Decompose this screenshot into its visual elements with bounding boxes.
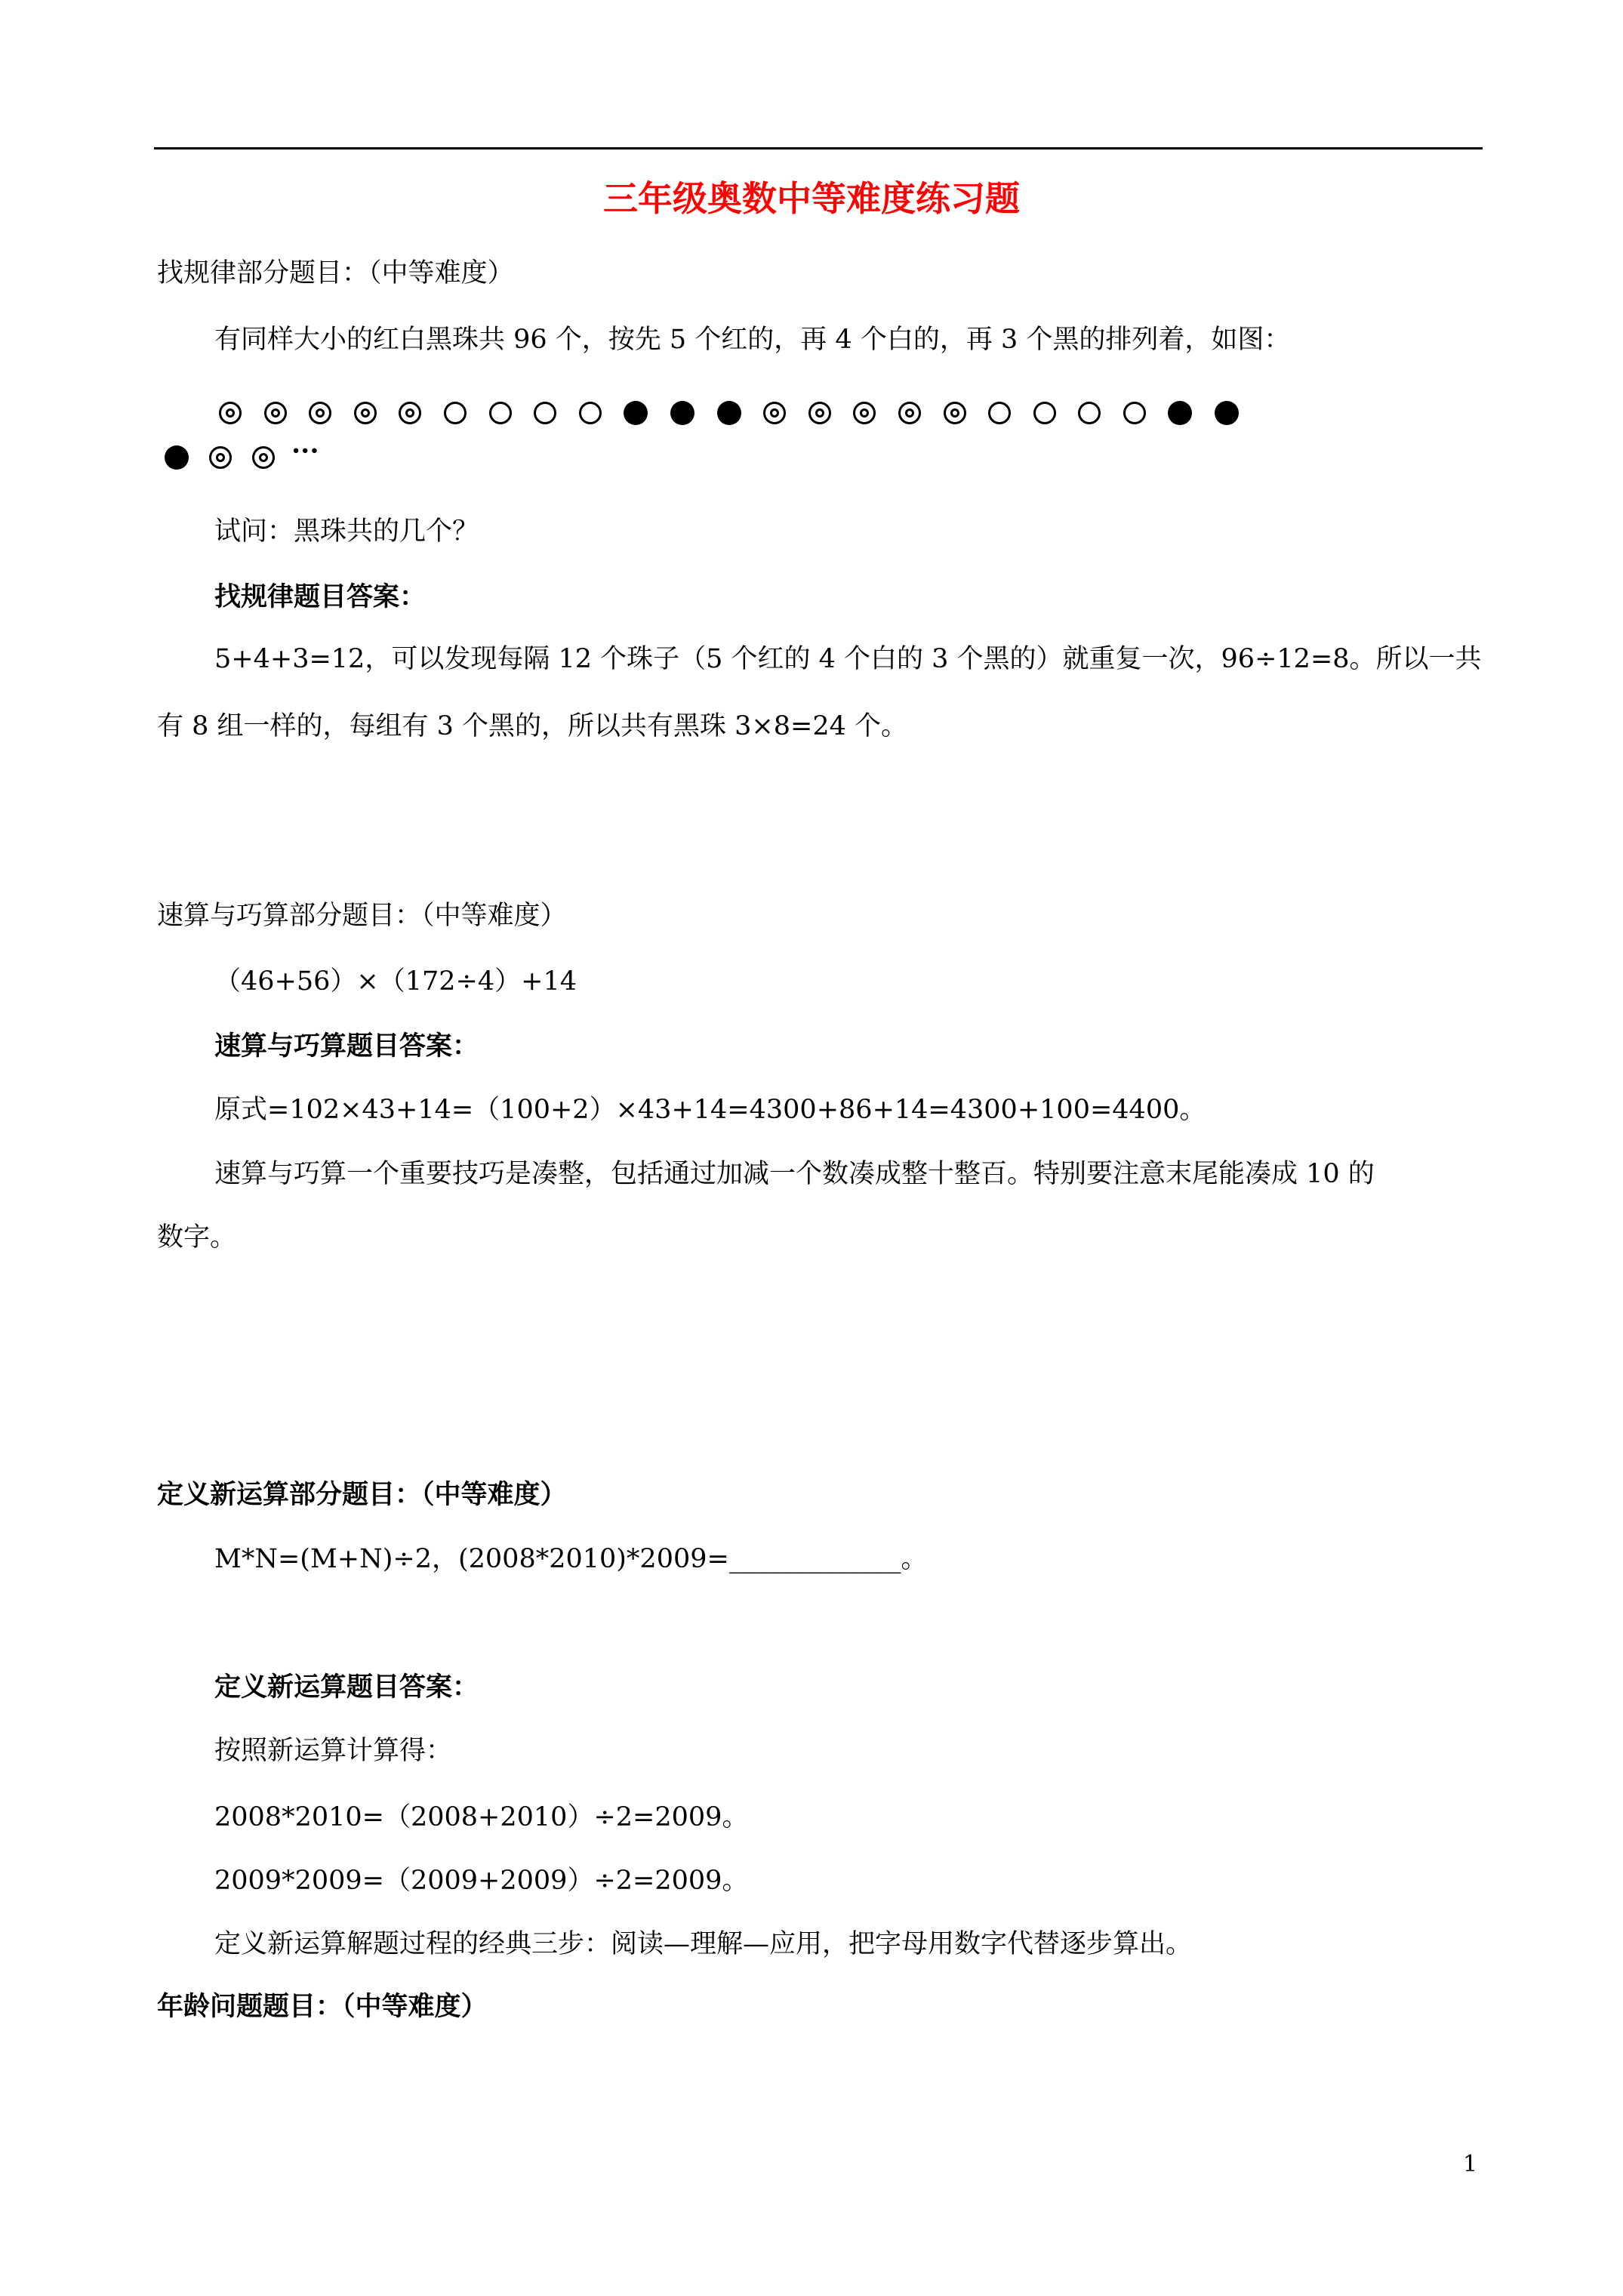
red-bead-icon bbox=[264, 402, 287, 424]
quick-calc-answer-line-1: 原式=102×43+14=（100+2）×43+14=4300+86+14=4300+100=4400。 bbox=[214, 1095, 1206, 1125]
red-bead-icon bbox=[354, 402, 377, 424]
white-bead-icon bbox=[1078, 402, 1101, 424]
red-bead-icon bbox=[898, 402, 921, 424]
bead-sequence-row-1 bbox=[219, 398, 1239, 428]
new-operation-answer-line-3: 2009*2009=（2009+2009）÷2=2009。 bbox=[214, 1866, 749, 1896]
new-operation-answer-line-2: 2008*2010=（2008+2010）÷2=2009。 bbox=[214, 1802, 749, 1832]
new-operation-question: M*N=(M+N)÷2，(2008*2010)*2009=_____________。 bbox=[214, 1544, 928, 1574]
bead-sequence-row-2 bbox=[165, 436, 319, 473]
page-title: 三年级奥数中等难度练习题 bbox=[603, 178, 1020, 219]
pattern-answer-line-1: 5+4+3=12，可以发现每隔 12 个珠子（5 个红的 4 个白的 3 个黑的）就重复一次，96÷12=8。所以一共 bbox=[214, 644, 1482, 674]
red-bead-icon bbox=[853, 402, 876, 424]
red-bead-icon bbox=[763, 402, 786, 424]
header-rule bbox=[154, 147, 1483, 149]
section-heading-pattern: 找规律部分题目：（中等难度） bbox=[157, 258, 514, 288]
red-bead-icon bbox=[309, 402, 331, 424]
red-bead-icon bbox=[252, 446, 275, 469]
black-bead-icon bbox=[1215, 401, 1239, 425]
red-bead-icon bbox=[399, 402, 421, 424]
pattern-ask: 试问：黑珠共的几个？ bbox=[214, 516, 479, 547]
white-bead-icon bbox=[1033, 402, 1056, 424]
section-heading-quick-calc: 速算与巧算部分题目：（中等难度） bbox=[157, 901, 567, 931]
pattern-answer-heading: 找规律题目答案： bbox=[214, 581, 427, 612]
black-bead-icon bbox=[165, 445, 189, 470]
black-bead-icon bbox=[670, 401, 694, 425]
black-bead-icon bbox=[717, 401, 741, 425]
pattern-question: 有同样大小的红白黑珠共 96 个，按先 5 个红的，再 4 个白的，再 3 个黑的排列着，如图： bbox=[214, 325, 1291, 355]
new-operation-answer-line-1: 按照新运算计算得： bbox=[214, 1736, 453, 1766]
white-bead-icon bbox=[1123, 402, 1146, 424]
black-bead-icon bbox=[624, 401, 648, 425]
white-bead-icon bbox=[988, 402, 1011, 424]
quick-calc-answer-line-2: 速算与巧算一个重要技巧是凑整，包括通过加减一个数凑成整十整百。特别要注意末尾能凑成 10 的 bbox=[214, 1159, 1375, 1189]
quick-calc-answer-line-3: 数字。 bbox=[157, 1222, 237, 1253]
new-operation-answer-line-4: 定义新运算解题过程的经典三步：阅读—理解—应用，把字母用数字代替逐步算出。 bbox=[214, 1929, 1193, 1959]
bead-ellipsis: ··· bbox=[291, 436, 319, 467]
quick-calc-answer-heading: 速算与巧算题目答案： bbox=[214, 1031, 479, 1062]
red-bead-icon bbox=[209, 446, 232, 469]
white-bead-icon bbox=[534, 402, 556, 424]
section-heading-age-problem: 年龄问题题目：（中等难度） bbox=[157, 1991, 488, 2022]
red-bead-icon bbox=[219, 402, 242, 424]
section-heading-new-operation: 定义新运算部分题目：（中等难度） bbox=[157, 1479, 567, 1510]
white-bead-icon bbox=[444, 402, 467, 424]
new-operation-answer-heading: 定义新运算题目答案： bbox=[214, 1672, 479, 1703]
quick-calc-question: （46+56）×（172÷4）+14 bbox=[214, 966, 577, 997]
red-bead-icon bbox=[944, 402, 966, 424]
white-bead-icon bbox=[579, 402, 602, 424]
red-bead-icon bbox=[808, 402, 831, 424]
white-bead-icon bbox=[489, 402, 512, 424]
page-number: 1 bbox=[1463, 2151, 1478, 2177]
black-bead-icon bbox=[1168, 401, 1192, 425]
pattern-answer-line-2: 有 8 组一样的，每组有 3 个黑的，所以共有黑珠 3×8=24 个。 bbox=[157, 711, 908, 741]
